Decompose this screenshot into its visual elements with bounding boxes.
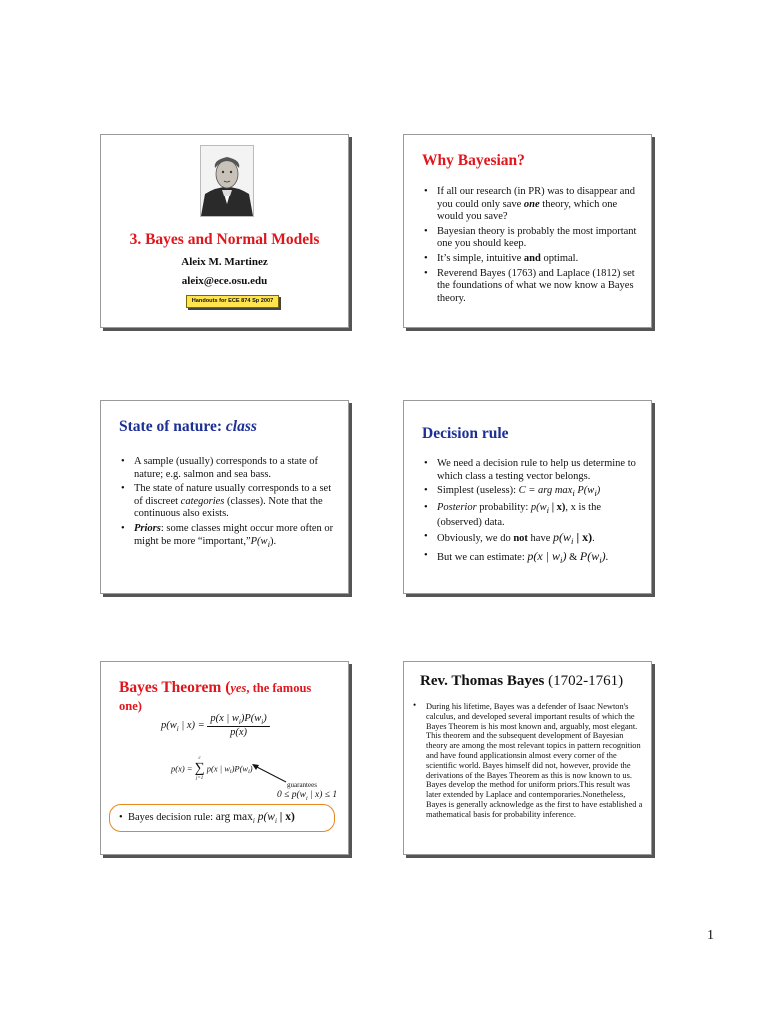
bullet-list bbox=[424, 186, 641, 307]
bullet-item: • Reverend Bayes (1763) and Laplace (1812) set the foundations of what we now know a Bayes theory. bbox=[424, 268, 641, 306]
bio-bullet: • bbox=[413, 700, 417, 710]
page-number: 1 bbox=[707, 928, 714, 943]
bullet-item: • The state of nature usually corresponds to a set of discreet categories (classes). Note that the continuous also exists. bbox=[121, 483, 338, 521]
slide-heading: Rev. Thomas Bayes (1702-1761) bbox=[420, 673, 624, 689]
bullet-item: • Bayesian theory is probably the most important one you should keep. bbox=[424, 226, 641, 251]
bullet-item: • It’s simple, intuitive and optimal. bbox=[424, 253, 641, 266]
probability-range: $0 \le p(w_i$ | x) ≤ 1 bbox=[277, 790, 338, 802]
slide-thomas-bayes-bio bbox=[403, 661, 652, 855]
equation-fraction: $\frac{p(x | w_i)P(w_i)}{p(x)}$ bbox=[207, 713, 269, 738]
bullet-item: • But we can estimate: p(x | $w_i$) & $P(w_i)$. bbox=[424, 550, 641, 567]
bullet-item: • Priors: some classes might occur more often or might be more “$important,”P(w_i)$. bbox=[121, 523, 338, 550]
decision-rule-text: • Bayes decision rule: arg $\max_i p(w_i$ | x) bbox=[119, 811, 295, 826]
bullet-item: • Simplest (useless): C = arg $\max_i P(w_i)$ bbox=[424, 485, 641, 500]
guarantees-arrow bbox=[249, 762, 289, 784]
slide-heading: Why Bayesian? bbox=[422, 152, 525, 169]
slide-title-heading: 3. Bayes and Normal Models bbox=[129, 231, 320, 248]
bayes-portrait-image bbox=[200, 145, 254, 217]
bio-paragraph: During his lifetime, Bayes was a defender of Isaac Newton's calculus, and developed several important results of which the Bayes Theorem is his most known and, arguably, most elegant. This theorem and the subsequent development of Bayesian theory are among the most relevant topics in pattern recognition and have found applicationsin almost every corner of the scientific world. Bayes himself did not, however, provide the derivations of the Bayes Theorem as this is now known to us. Bayes develop the method for uniform priors.This result was later extended by Laplace and contemporaries.Nonetheless, Bayes is generally acknowledge as the first to have established a mathematical basis for probability inference. bbox=[426, 702, 643, 819]
author-email: aleix@ece.osu.edu bbox=[181, 275, 268, 287]
bullet-item: • Posterior probability: $p(w_i$ | x), x is the (observed) data. bbox=[424, 502, 641, 529]
bullet-item: • A sample (usually) corresponds to a state of nature; e.g. salmon and sea bass. bbox=[121, 456, 338, 481]
slide-heading: Bayes Theorem (yes, the famous one) bbox=[119, 679, 312, 713]
guarantees-label: guarantees bbox=[287, 781, 317, 789]
slide-state-of-nature bbox=[100, 400, 349, 594]
slide-heading: Decision rule bbox=[422, 425, 509, 442]
slide-title bbox=[100, 134, 349, 328]
evidence-equation: p(x) = c ∑ j=1 p(x | $w_i)P(w_i)$ bbox=[171, 756, 253, 781]
author-name: Aleix M. Martinez bbox=[181, 256, 268, 268]
bullet-list bbox=[121, 456, 338, 552]
bullet-item: • Obviously, we do not have $p(w_i$ | x). bbox=[424, 531, 641, 548]
slide-bayes-theorem bbox=[100, 661, 349, 855]
slide-why-bayesian bbox=[403, 134, 652, 328]
bullet-item: • We need a decision rule to help us determine to which class a testing vector belongs. bbox=[424, 458, 641, 483]
slide-heading: State of nature: class bbox=[119, 418, 257, 435]
slide-decision-rule bbox=[403, 400, 652, 594]
bayes-theorem-equation: $p(w_i$ | x) = $\frac{p(x | w_i)P(w_i)}{p(x)}$ bbox=[161, 713, 270, 738]
bullet-list bbox=[424, 458, 641, 569]
handout-label: Handouts for ECE 874 Sp 2007 bbox=[186, 295, 279, 308]
bullet-item: • If all our research (in PR) was to disappear and you could only save one theory, which one would you save? bbox=[424, 186, 641, 224]
